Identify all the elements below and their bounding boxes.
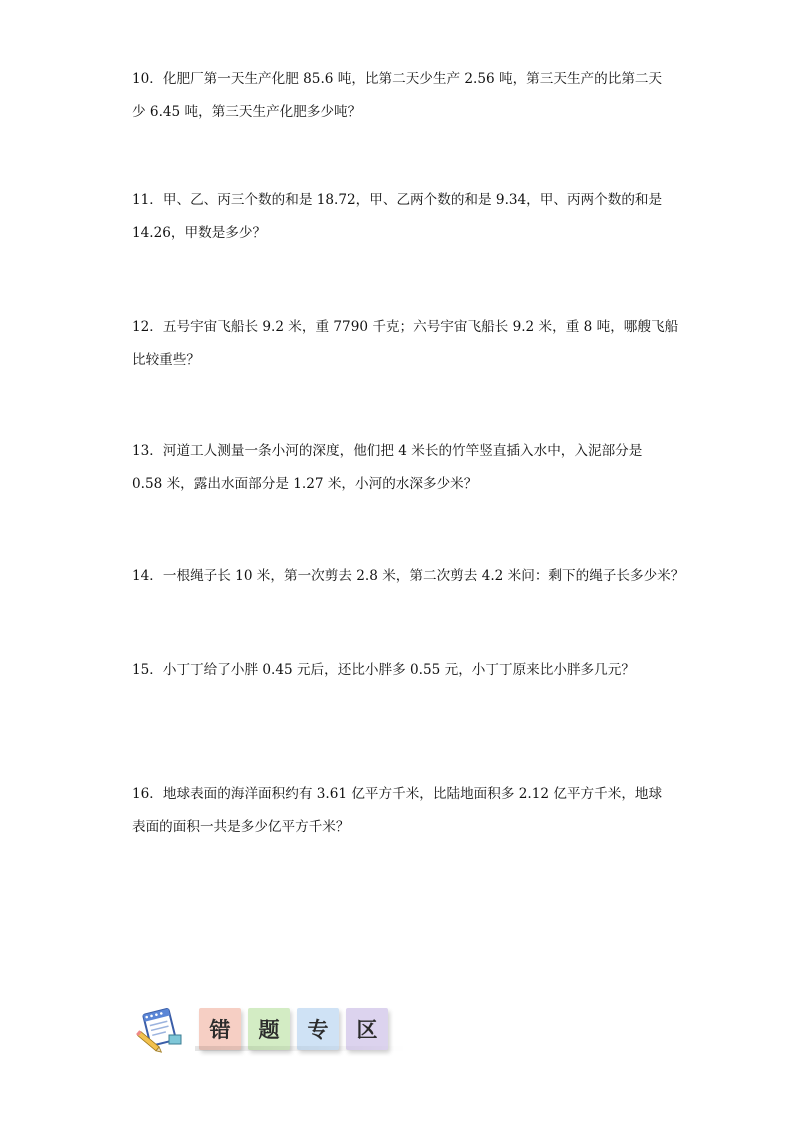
notebook-pencil-icon	[135, 1005, 187, 1053]
banner-shadow	[195, 1046, 407, 1051]
banner-tile-2	[248, 1008, 290, 1050]
banner-tile-1	[199, 1008, 241, 1050]
problem-10-line-1: 10．化肥厂第一天生产化肥 85.6 吨，比第二天少生产 2.56 吨，第三天生产的比第二天	[132, 71, 663, 87]
banner-tile-4	[346, 1008, 388, 1050]
problem-11-line-2: 14.26，甲数是多少？	[132, 224, 267, 241]
banner-tile-1-label: 错	[209, 1018, 231, 1042]
problem-15	[132, 654, 662, 687]
problem-10	[132, 63, 662, 128]
problem-13	[132, 435, 662, 500]
problem-16	[132, 778, 662, 843]
problem-16-line-1: 16．地球表面的海洋面积约有 3.61 亿平方千米，比陆地面积多 2.12 亿平方千米，地球	[132, 786, 663, 802]
banner-tile-4-label: 区	[356, 1018, 378, 1042]
problem-12	[132, 311, 679, 376]
banner-tile-3-label: 专	[307, 1018, 329, 1042]
problem-16-line-2: 表面的面积一共是多少亿平方千米？	[132, 818, 350, 835]
banner-tile-2-label: 题	[258, 1018, 280, 1042]
problem-11-line-1: 11．甲、乙、丙三个数的和是 18.72，甲、乙两个数的和是 9.34，甲、丙两个数的和是	[132, 192, 663, 208]
problem-13-line-1: 13．河道工人测量一条小河的深度，他们把 4 米长的竹竿竖直插入水中，入泥部分是	[132, 443, 643, 459]
problem-11	[132, 184, 662, 249]
problem-12-line-2: 比较重些？	[132, 351, 200, 368]
problem-13-line-2: 0.58 米，露出水面部分是 1.27 米，小河的水深多少米？	[132, 475, 478, 492]
problem-14	[132, 560, 685, 593]
banner-tile-3	[297, 1008, 339, 1050]
problem-12-line-1: 12．五号宇宙飞船长 9.2 米，重 7790 千克；六号宇宙飞船长 9.2 米，重 8 吨，哪艘飞船	[132, 319, 679, 335]
problem-10-line-2: 少 6.45 吨，第三天生产化肥多少吨？	[132, 103, 362, 120]
problem-14-line-1: 14．一根绳子长 10 米，第一次剪去 2.8 米，第二次剪去 4.2 米问：剩下的绳子长多少米？	[132, 568, 685, 584]
problem-15-line-1: 15．小丁丁给了小胖 0.45 元后，还比小胖多 0.55 元，小丁丁原来比小胖多几元？	[132, 662, 635, 678]
